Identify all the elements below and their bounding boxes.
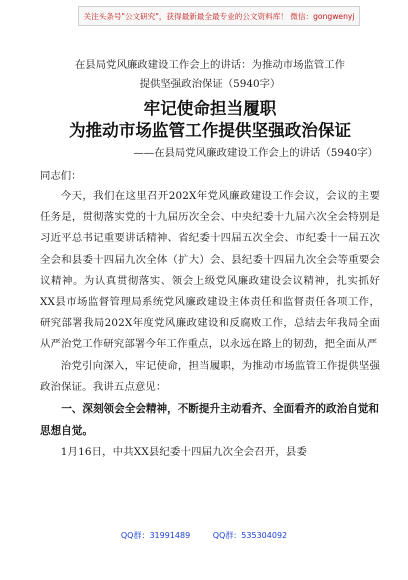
document-subtitle: ——在县局党风廉政建设工作会上的讲话（5940字） bbox=[133, 147, 378, 159]
section-heading-1: 一、深刻领会全会精神，不断提升主动看齐、全面看齐的政治自觉和思想自觉。 bbox=[40, 403, 379, 438]
body-paragraph: 治党引向深入，牢记使命，担当履职，为推动市场监管工作提供坚强政治保证。我讲五点意见： bbox=[40, 359, 380, 393]
title-line-2: 为推动市场监管工作提供坚强政治保证 bbox=[68, 121, 352, 140]
title-line-1: 牢记使命担当履职 bbox=[143, 99, 277, 118]
top-banner: 关注头条号"公文研究"，获得最新最全最专业的公文资料库！ 微信：gongwenyj bbox=[78, 6, 360, 26]
document-page bbox=[40, 56, 380, 463]
body-paragraph: 今天，我们在这里召开202X年党风廉政建设工作会议，会议的主要任务是，贯彻落实党的十九届历次全会、中央纪委十九届六次全会特别是习近平总书记重要讲话精神、省纪委十四届五次全会、市纪委十一届五次全会和县委十四届九次全体（扩大）会、县纪委十四届九次全会等重要会议精神。为认真贯彻落实、领会上级党风廉政建设会议精神，扎实抓好XX县市场监督管理局系统党风廉政建设主体责任和监督责任各项工作，研究部署我局202X年度党风廉政建设和反腐败工作，总结去年我局全面从严治党工作研究部署今年工作重点，以永远在路上的韧劲，把全面从严 bbox=[40, 190, 380, 351]
qq-group-1: QQ群：31991489 bbox=[120, 531, 191, 540]
document-title bbox=[40, 98, 380, 142]
salutation: 同志们： bbox=[40, 170, 82, 182]
body-paragraph: 1月16日，中共XX县纪委十四届九次全会召开，县委 bbox=[60, 446, 307, 459]
qq-group-2: QQ群：535304092 bbox=[212, 531, 288, 540]
intro-line-1: 在县局党风廉政建设工作会上的讲话：为推动市场监管工作 bbox=[74, 59, 346, 71]
intro-heading bbox=[40, 56, 380, 94]
intro-line-2: 提供坚强政治保证（5940字） bbox=[139, 78, 281, 90]
footer-contact bbox=[0, 530, 408, 541]
